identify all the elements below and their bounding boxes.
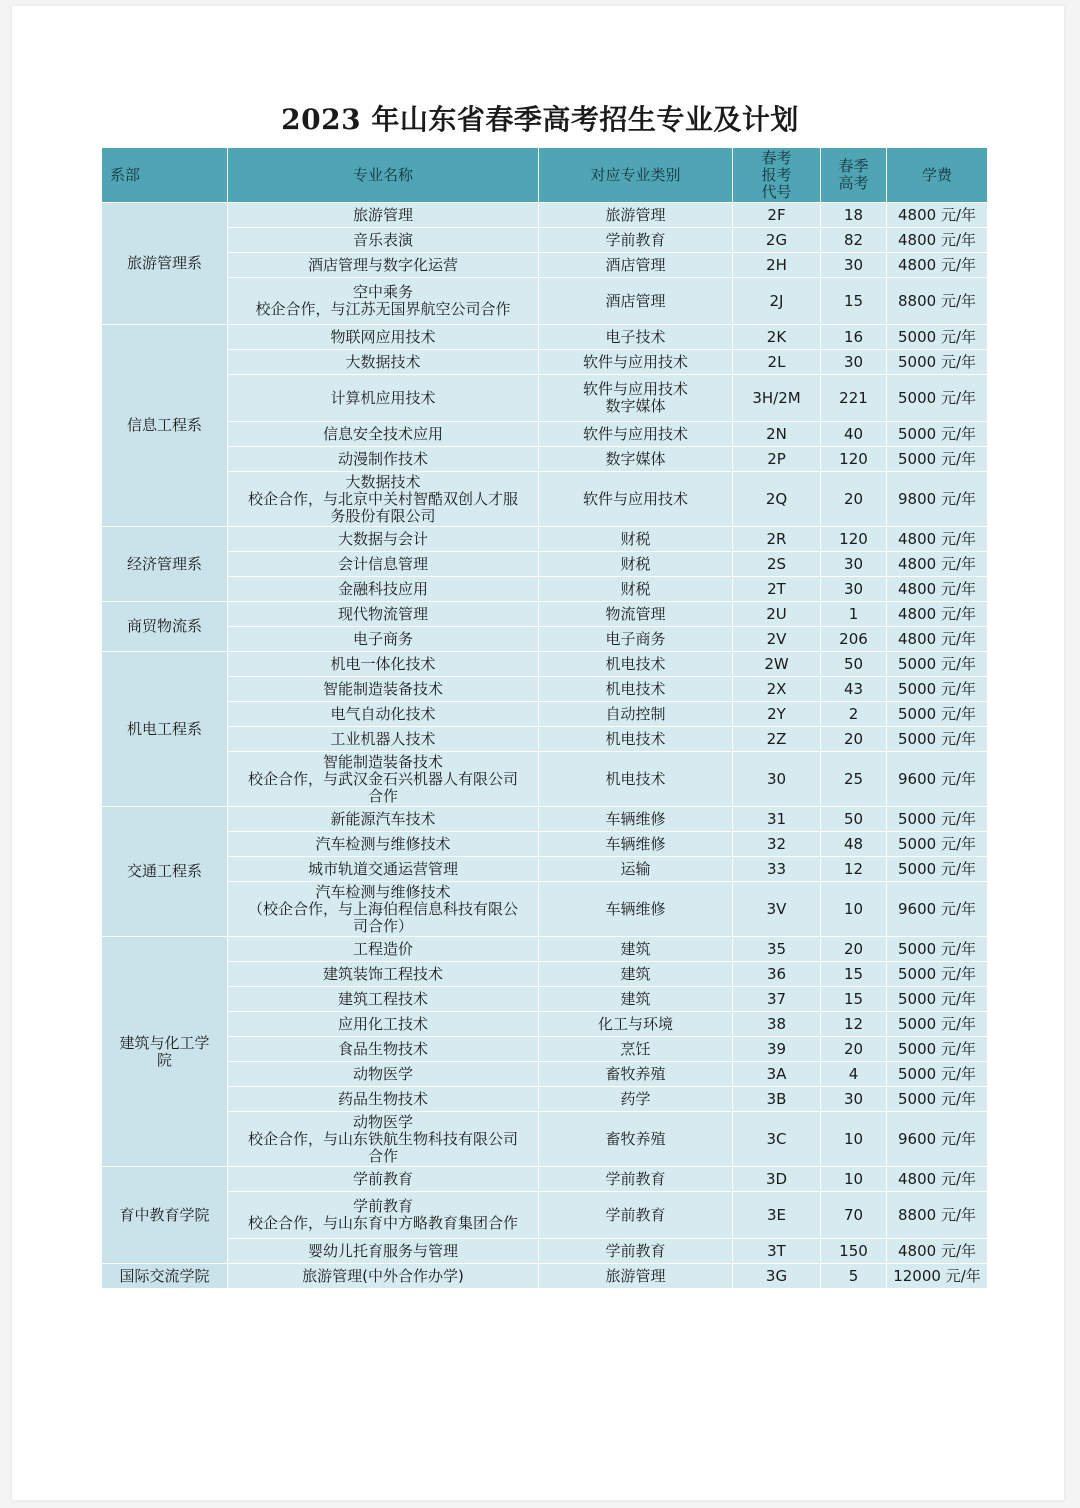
plan-cell: 12 — [821, 857, 887, 882]
table-row — [102, 727, 988, 752]
major-cell: 婴幼儿托育服务与管理 — [228, 1239, 539, 1264]
category-cell: 旅游管理 — [539, 203, 733, 228]
major-cell: 电子商务 — [228, 627, 539, 652]
plan-cell: 1 — [821, 602, 887, 627]
table-row — [102, 962, 988, 987]
code-cell: 38 — [733, 1012, 821, 1037]
header-plan: 春季 高考 — [821, 148, 887, 203]
plan-cell: 4 — [821, 1062, 887, 1087]
major-cell: 金融科技应用 — [228, 577, 539, 602]
table-row — [102, 375, 988, 422]
plan-cell: 40 — [821, 422, 887, 447]
fee-cell: 5000 元/年 — [887, 375, 988, 422]
category-cell: 建筑 — [539, 987, 733, 1012]
fee-cell: 9600 元/年 — [887, 882, 988, 937]
category-cell: 化工与环境 — [539, 1012, 733, 1037]
code-cell: 3T — [733, 1239, 821, 1264]
fee-cell: 5000 元/年 — [887, 422, 988, 447]
code-cell: 2X — [733, 677, 821, 702]
plan-cell: 50 — [821, 807, 887, 832]
plan-cell: 50 — [821, 652, 887, 677]
category-cell: 畜牧养殖 — [539, 1062, 733, 1087]
document-title: 2023 年山东省春季高考招生专业及计划 — [281, 103, 799, 136]
code-cell: 31 — [733, 807, 821, 832]
table-row — [102, 807, 988, 832]
category-cell: 财税 — [539, 577, 733, 602]
major-cell: 信息安全技术应用 — [228, 422, 539, 447]
category-cell: 电子商务 — [539, 627, 733, 652]
plan-cell: 15 — [821, 987, 887, 1012]
code-cell: 2W — [733, 652, 821, 677]
plan-cell: 30 — [821, 552, 887, 577]
plan-cell: 30 — [821, 253, 887, 278]
plan-cell: 15 — [821, 278, 887, 325]
table-row — [102, 422, 988, 447]
category-cell: 畜牧养殖 — [539, 1112, 733, 1167]
plan-cell: 82 — [821, 228, 887, 253]
table-row — [102, 1192, 988, 1239]
table-body — [102, 203, 988, 1289]
code-cell: 3D — [733, 1167, 821, 1192]
plan-cell: 221 — [821, 375, 887, 422]
dept-cell: 商贸物流系 — [102, 602, 228, 652]
enrollment-plan-table — [101, 147, 988, 1289]
table-row — [102, 527, 988, 552]
plan-cell: 18 — [821, 203, 887, 228]
fee-cell: 5000 元/年 — [887, 1062, 988, 1087]
code-cell: 2P — [733, 447, 821, 472]
header-code: 春考 报考 代号 — [733, 148, 821, 203]
category-cell: 学前教育 — [539, 1192, 733, 1239]
major-cell: 计算机应用技术 — [228, 375, 539, 422]
dept-cell: 经济管理系 — [102, 527, 228, 602]
major-cell: 大数据技术 — [228, 350, 539, 375]
header-fee: 学费 — [887, 148, 988, 203]
major-cell: 动物医学 — [228, 1062, 539, 1087]
category-cell: 学前教育 — [539, 228, 733, 253]
category-cell: 学前教育 — [539, 1239, 733, 1264]
category-cell: 旅游管理 — [539, 1264, 733, 1289]
fee-cell: 8800 元/年 — [887, 1192, 988, 1239]
code-cell: 33 — [733, 857, 821, 882]
plan-cell: 16 — [821, 325, 887, 350]
table-row — [102, 1239, 988, 1264]
code-cell: 2H — [733, 253, 821, 278]
code-cell: 32 — [733, 832, 821, 857]
fee-cell: 4800 元/年 — [887, 627, 988, 652]
dept-cell: 机电工程系 — [102, 652, 228, 807]
plan-cell: 5 — [821, 1264, 887, 1289]
major-cell: 机电一体化技术 — [228, 652, 539, 677]
table-row — [102, 937, 988, 962]
fee-cell: 5000 元/年 — [887, 325, 988, 350]
plan-cell: 43 — [821, 677, 887, 702]
major-cell: 动物医学 校企合作，与山东铁航生物科技有限公司 合作 — [228, 1112, 539, 1167]
fee-cell: 4800 元/年 — [887, 203, 988, 228]
fee-cell: 5000 元/年 — [887, 987, 988, 1012]
code-cell: 39 — [733, 1037, 821, 1062]
code-cell: 3H/2M — [733, 375, 821, 422]
category-cell: 车辆维修 — [539, 807, 733, 832]
major-cell: 旅游管理(中外合作办学) — [228, 1264, 539, 1289]
major-cell: 汽车检测与维修技术 （校企合作，与上海伯程信息科技有限公 司合作） — [228, 882, 539, 937]
category-cell: 车辆维修 — [539, 882, 733, 937]
code-cell: 2V — [733, 627, 821, 652]
table-row — [102, 652, 988, 677]
category-cell: 电子技术 — [539, 325, 733, 350]
dept-cell: 育中教育学院 — [102, 1167, 228, 1264]
fee-cell: 5000 元/年 — [887, 1012, 988, 1037]
category-cell: 学前教育 — [539, 1167, 733, 1192]
plan-cell: 10 — [821, 882, 887, 937]
fee-cell: 5000 元/年 — [887, 962, 988, 987]
plan-cell: 20 — [821, 937, 887, 962]
major-cell: 建筑工程技术 — [228, 987, 539, 1012]
code-cell: 3V — [733, 882, 821, 937]
fee-cell: 9600 元/年 — [887, 752, 988, 807]
fee-cell: 5000 元/年 — [887, 447, 988, 472]
table-row — [102, 552, 988, 577]
major-cell: 药品生物技术 — [228, 1087, 539, 1112]
plan-cell: 120 — [821, 447, 887, 472]
major-cell: 音乐表演 — [228, 228, 539, 253]
category-cell: 机电技术 — [539, 752, 733, 807]
dept-cell: 信息工程系 — [102, 325, 228, 527]
plan-cell: 15 — [821, 962, 887, 987]
fee-cell: 12000 元/年 — [887, 1264, 988, 1289]
major-cell: 空中乘务 校企合作，与江苏无国界航空公司合作 — [228, 278, 539, 325]
code-cell: 37 — [733, 987, 821, 1012]
table-row — [102, 228, 988, 253]
table-header-row — [102, 148, 988, 203]
major-cell: 应用化工技术 — [228, 1012, 539, 1037]
category-cell: 软件与应用技术 — [539, 472, 733, 527]
plan-cell: 70 — [821, 1192, 887, 1239]
fee-cell: 9800 元/年 — [887, 472, 988, 527]
category-cell: 财税 — [539, 552, 733, 577]
code-cell: 3C — [733, 1112, 821, 1167]
category-cell: 酒店管理 — [539, 278, 733, 325]
fee-cell: 5000 元/年 — [887, 1087, 988, 1112]
major-cell: 新能源汽车技术 — [228, 807, 539, 832]
table-row — [102, 278, 988, 325]
major-cell: 大数据技术 校企合作，与北京中关村智酷双创人才服 务股份有限公司 — [228, 472, 539, 527]
header-dept: 系部 — [102, 148, 228, 203]
code-cell: 2J — [733, 278, 821, 325]
major-cell: 智能制造装备技术 — [228, 677, 539, 702]
table-row — [102, 857, 988, 882]
code-cell: 36 — [733, 962, 821, 987]
category-cell: 机电技术 — [539, 727, 733, 752]
plan-cell: 20 — [821, 472, 887, 527]
code-cell: 3E — [733, 1192, 821, 1239]
code-cell: 3B — [733, 1087, 821, 1112]
code-cell: 2T — [733, 577, 821, 602]
plan-cell: 2 — [821, 702, 887, 727]
table-row — [102, 472, 988, 527]
major-cell: 学前教育 校企合作，与山东育中方略教育集团合作 — [228, 1192, 539, 1239]
category-cell: 软件与应用技术 — [539, 422, 733, 447]
table-row — [102, 1037, 988, 1062]
header-category: 对应专业类别 — [539, 148, 733, 203]
fee-cell: 8800 元/年 — [887, 278, 988, 325]
table-row — [102, 1012, 988, 1037]
code-cell: 2Z — [733, 727, 821, 752]
table-row — [102, 832, 988, 857]
category-cell: 财税 — [539, 527, 733, 552]
plan-cell: 30 — [821, 577, 887, 602]
fee-cell: 5000 元/年 — [887, 727, 988, 752]
major-cell: 汽车检测与维修技术 — [228, 832, 539, 857]
fee-cell: 9600 元/年 — [887, 1112, 988, 1167]
fee-cell: 4800 元/年 — [887, 577, 988, 602]
code-cell: 2F — [733, 203, 821, 228]
plan-cell: 206 — [821, 627, 887, 652]
code-cell: 2Q — [733, 472, 821, 527]
major-cell: 工程造价 — [228, 937, 539, 962]
table-row — [102, 1112, 988, 1167]
code-cell: 2S — [733, 552, 821, 577]
major-cell: 食品生物技术 — [228, 1037, 539, 1062]
plan-cell: 30 — [821, 1087, 887, 1112]
fee-cell: 4800 元/年 — [887, 1167, 988, 1192]
category-cell: 自动控制 — [539, 702, 733, 727]
fee-cell: 5000 元/年 — [887, 350, 988, 375]
code-cell: 2L — [733, 350, 821, 375]
table-row — [102, 577, 988, 602]
table-row — [102, 752, 988, 807]
category-cell: 建筑 — [539, 962, 733, 987]
major-cell: 工业机器人技术 — [228, 727, 539, 752]
table-row — [102, 203, 988, 228]
category-cell: 车辆维修 — [539, 832, 733, 857]
plan-cell: 120 — [821, 527, 887, 552]
fee-cell: 5000 元/年 — [887, 677, 988, 702]
plan-cell: 20 — [821, 1037, 887, 1062]
category-cell: 数字媒体 — [539, 447, 733, 472]
category-cell: 机电技术 — [539, 652, 733, 677]
plan-cell: 25 — [821, 752, 887, 807]
table-row — [102, 350, 988, 375]
major-cell: 现代物流管理 — [228, 602, 539, 627]
code-cell: 3G — [733, 1264, 821, 1289]
plan-cell: 48 — [821, 832, 887, 857]
major-cell: 大数据与会计 — [228, 527, 539, 552]
fee-cell: 5000 元/年 — [887, 832, 988, 857]
fee-cell: 5000 元/年 — [887, 702, 988, 727]
dept-cell: 交通工程系 — [102, 807, 228, 937]
fee-cell: 4800 元/年 — [887, 527, 988, 552]
category-cell: 酒店管理 — [539, 253, 733, 278]
table-row — [102, 677, 988, 702]
table-row — [102, 702, 988, 727]
table-row — [102, 1264, 988, 1289]
code-cell: 2G — [733, 228, 821, 253]
code-cell: 35 — [733, 937, 821, 962]
category-cell: 运输 — [539, 857, 733, 882]
major-cell: 电气自动化技术 — [228, 702, 539, 727]
category-cell: 软件与应用技术 数字媒体 — [539, 375, 733, 422]
table-row — [102, 987, 988, 1012]
category-cell: 机电技术 — [539, 677, 733, 702]
plan-cell: 20 — [821, 727, 887, 752]
plan-cell: 10 — [821, 1167, 887, 1192]
fee-cell: 5000 元/年 — [887, 652, 988, 677]
fee-cell: 5000 元/年 — [887, 857, 988, 882]
table-row — [102, 602, 988, 627]
major-cell: 建筑装饰工程技术 — [228, 962, 539, 987]
header-major: 专业名称 — [228, 148, 539, 203]
major-cell: 酒店管理与数字化运营 — [228, 253, 539, 278]
table-row — [102, 882, 988, 937]
fee-cell: 5000 元/年 — [887, 937, 988, 962]
major-cell: 旅游管理 — [228, 203, 539, 228]
major-cell: 智能制造装备技术 校企合作，与武汉金石兴机器人有限公司 合作 — [228, 752, 539, 807]
code-cell: 2R — [733, 527, 821, 552]
fee-cell: 4800 元/年 — [887, 552, 988, 577]
dept-cell: 国际交流学院 — [102, 1264, 228, 1289]
fee-cell: 4800 元/年 — [887, 228, 988, 253]
category-cell: 烹饪 — [539, 1037, 733, 1062]
major-cell: 学前教育 — [228, 1167, 539, 1192]
code-cell: 2Y — [733, 702, 821, 727]
major-cell: 城市轨道交通运营管理 — [228, 857, 539, 882]
dept-cell: 旅游管理系 — [102, 203, 228, 325]
fee-cell: 4800 元/年 — [887, 602, 988, 627]
major-cell: 动漫制作技术 — [228, 447, 539, 472]
table-row — [102, 1087, 988, 1112]
code-cell: 2N — [733, 422, 821, 447]
plan-cell: 30 — [821, 350, 887, 375]
code-cell: 30 — [733, 752, 821, 807]
table-row — [102, 325, 988, 350]
plan-cell: 10 — [821, 1112, 887, 1167]
code-cell: 2K — [733, 325, 821, 350]
major-cell: 会计信息管理 — [228, 552, 539, 577]
major-cell: 物联网应用技术 — [228, 325, 539, 350]
code-cell: 3A — [733, 1062, 821, 1087]
dept-cell: 建筑与化工学 院 — [102, 937, 228, 1167]
fee-cell: 4800 元/年 — [887, 1239, 988, 1264]
fee-cell: 4800 元/年 — [887, 253, 988, 278]
category-cell: 药学 — [539, 1087, 733, 1112]
category-cell: 建筑 — [539, 937, 733, 962]
table-row — [102, 627, 988, 652]
table-row — [102, 447, 988, 472]
code-cell: 2U — [733, 602, 821, 627]
category-cell: 物流管理 — [539, 602, 733, 627]
plan-cell: 12 — [821, 1012, 887, 1037]
table-row — [102, 253, 988, 278]
fee-cell: 5000 元/年 — [887, 807, 988, 832]
table-row — [102, 1167, 988, 1192]
category-cell: 软件与应用技术 — [539, 350, 733, 375]
plan-cell: 150 — [821, 1239, 887, 1264]
table-row — [102, 1062, 988, 1087]
fee-cell: 5000 元/年 — [887, 1037, 988, 1062]
